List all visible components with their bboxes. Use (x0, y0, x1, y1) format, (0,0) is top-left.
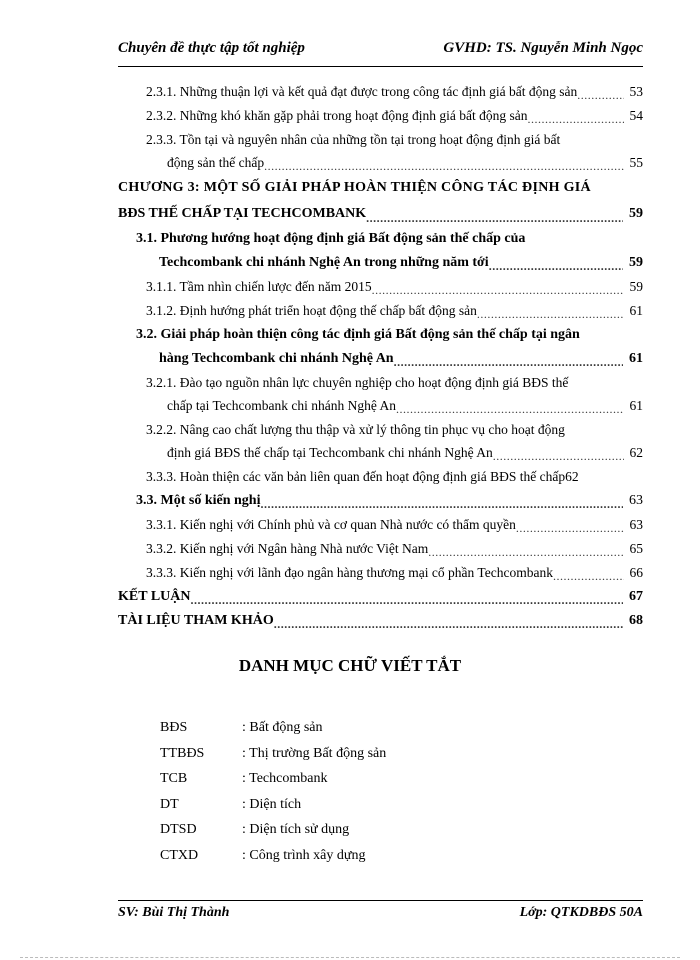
toc-entry[interactable]: 3.1.1. Tầm nhìn chiến lược đến năm 2015 ..... 59 (118, 275, 643, 299)
toc-section[interactable]: 3.1. Phương hướng hoạt động định giá Bất động sản thế chấp của Techcombank chi nhánh Nghệ An trong những năm tới ..... 59 (118, 227, 643, 275)
list-item: TCB : Techcombank (160, 771, 328, 786)
toc-entry[interactable]: 2.3.1. Những thuận lợi và kết quả đạt được trong công tác định giá bất động sản ..... 53 (118, 80, 643, 104)
list-item: DT : Diện tích (160, 796, 302, 812)
toc-chapter[interactable]: CHƯƠNG 3: MỘT SỐ GIẢI PHÁP HOÀN THIỆN CÔNG TÁC ĐỊNH GIÁ BĐS THẾ CHẤP TẠI TECHCOMBANK ..... 59 (118, 175, 643, 227)
toc-entry[interactable]: 3.2.1. Đào tạo nguồn nhân lực chuyên nghiệp cho hoạt động định giá BĐS thế chấp tại Techcombank chi nhánh Nghệ An ..... 61 (118, 371, 643, 418)
header-left: Chuyên đề thực tập tốt nghiệp (118, 40, 305, 56)
toc-chapter[interactable]: TÀI LIỆU THAM KHẢO ..... 68 (118, 609, 643, 633)
list-item: CTXD : Công trình xây dựng (160, 847, 366, 863)
toc-entry[interactable]: 3.3.3. Kiến nghị với lãnh đạo ngân hàng thương mại cổ phần Techcombank ..... 66 (118, 561, 643, 585)
toc-entry[interactable]: 2.3.3. Tồn tại và nguyên nhân của những tồn tại trong hoạt động định giá bất động sản thế chấp ..... 55 (118, 128, 643, 175)
toc-entry[interactable]: 3.3.3. Hoàn thiện các văn bản liên quan đến hoạt động định giá BĐS thế chấp 62 (146, 469, 579, 484)
toc-entry[interactable]: 2.3.2. Những khó khăn gặp phải trong hoạt động định giá bất động sản ..... 54 (118, 104, 643, 128)
toc-section[interactable]: 3.3. Một số kiến nghị ..... 63 (118, 489, 643, 513)
list-item: DTSD : Diện tích sử dụng (160, 822, 350, 837)
toc-entry[interactable]: 3.3.1. Kiến nghị với Chính phủ và cơ quan Nhà nước có thẩm quyền ..... 63 (118, 513, 643, 537)
toc-entry[interactable]: 3.3.2. Kiến nghị với Ngân hàng Nhà nước Việt Nam ..... 65 (118, 537, 643, 561)
abbreviation-list-title: DANH MỤC CHỮ VIẾT TẮT (238, 656, 462, 675)
page-footer (118, 900, 643, 923)
footer-right: Lớp: QTKDBĐS 50A (519, 905, 643, 920)
toc-entry[interactable]: 3.1.2. Định hướng phát triển hoạt động thế chấp bất động sản ..... 61 (118, 299, 643, 323)
toc-entry[interactable]: 3.2.2. Nâng cao chất lượng thu thập và xử lý thông tin phục vụ cho hoạt động định giá BĐS thế chấp tại Techcombank chi nhánh Nghệ An ..... 62 (118, 418, 643, 465)
toc-section[interactable]: 3.2. Giải pháp hoàn thiện công tác định giá Bất động sản thế chấp tại ngân hàng Techcombank chi nhánh Nghệ An ..... 61 (118, 323, 643, 371)
list-item: TTBĐS : Thị trường Bất động sản (160, 745, 387, 761)
header-right: GVHD: TS. Nguyễn Minh Ngọc (443, 40, 643, 56)
abbreviation-list (160, 715, 386, 868)
list-item: BĐS : Bất động sản (160, 720, 323, 735)
table-of-contents (118, 80, 643, 633)
toc-chapter[interactable]: KẾT LUẬN ..... 67 (118, 585, 643, 609)
footer-left: SV: Bùi Thị Thành (118, 905, 230, 920)
page-break-divider (20, 957, 680, 958)
page-header (118, 40, 643, 67)
